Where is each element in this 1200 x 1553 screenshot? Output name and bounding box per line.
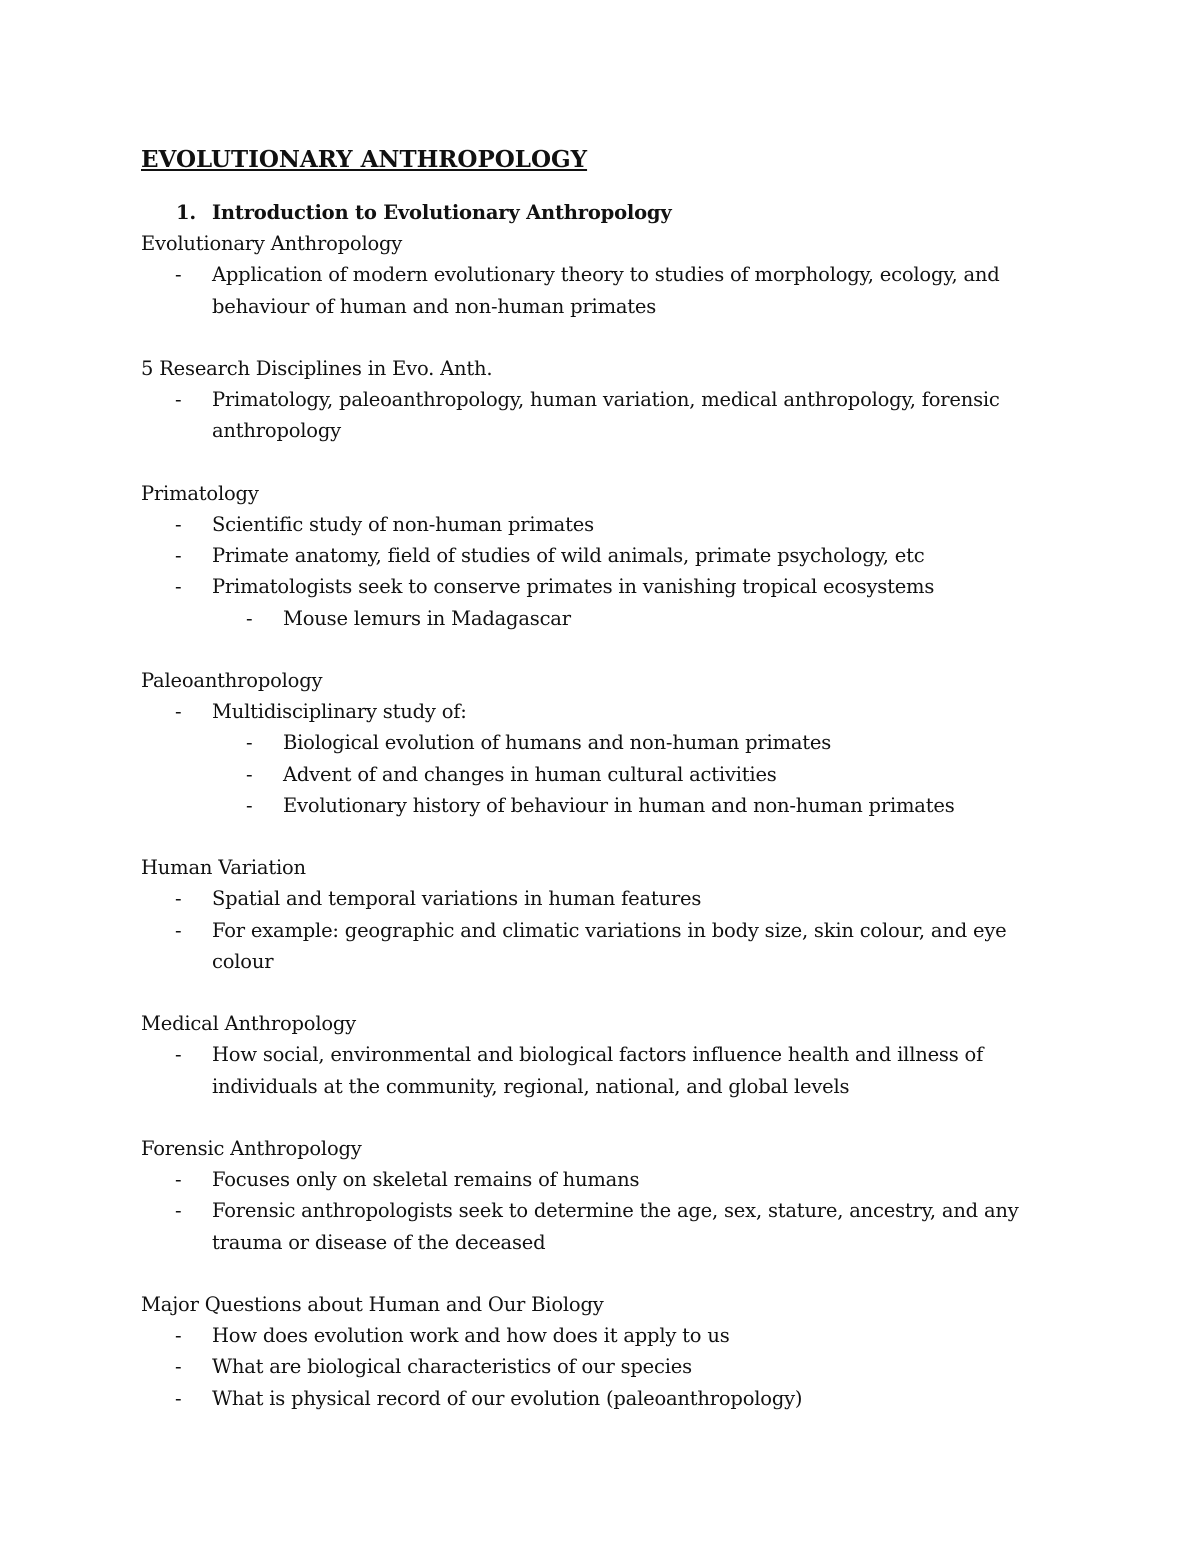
section-title: Introduction to Evolutionary Anthropology xyxy=(212,201,672,224)
bullet-text: Multidisciplinary study of: xyxy=(212,700,467,724)
dash-bullet-marker: - xyxy=(175,575,182,599)
section-subheading: Major Questions about Human and Our Biology xyxy=(141,1293,604,1316)
document-title: EVOLUTIONARY ANTHROPOLOGY xyxy=(141,146,588,173)
bullet-item xyxy=(141,1383,1071,1414)
dash-bullet-marker: - xyxy=(246,793,253,817)
bullet-text: Primatologists seek to conserve primates in vanishing tropical ecosystems xyxy=(212,575,935,599)
document-content xyxy=(141,140,1071,1445)
bullet-text: What is physical record of our evolution (paleoanthropology) xyxy=(212,1386,803,1410)
dash-bullet-marker: - xyxy=(246,606,253,630)
section-number: 1. xyxy=(176,201,196,224)
bullet-item xyxy=(141,1351,1071,1382)
outline-section xyxy=(141,228,1071,322)
bullet-item xyxy=(141,384,1071,446)
bullet-text: Evolutionary history of behaviour in human and non-human primates xyxy=(283,793,955,817)
dash-bullet-marker: - xyxy=(175,700,182,724)
dash-bullet-marker: - xyxy=(175,513,182,536)
outline-section xyxy=(141,1133,1071,1258)
dash-bullet-marker: - xyxy=(175,887,182,911)
outline-section xyxy=(141,1008,1071,1102)
dash-bullet-marker: - xyxy=(175,918,182,942)
bullet-text: Mouse lemurs in Madagascar xyxy=(283,606,571,630)
sub-bullet-item xyxy=(141,603,1071,634)
bullet-text: Advent of and changes in human cultural activities xyxy=(283,762,777,786)
section-subheading: Paleoanthropology xyxy=(141,669,323,692)
sub-bullet-item xyxy=(141,759,1071,790)
section-subheading: 5 Research Disciplines in Evo. Anth. xyxy=(141,357,493,380)
bullet-item xyxy=(141,571,1071,602)
dash-bullet-marker: - xyxy=(175,1168,182,1192)
bullet-text: How does evolution work and how does it apply to us xyxy=(212,1324,730,1348)
bullet-item xyxy=(141,1320,1071,1351)
bullet-item xyxy=(141,1164,1071,1195)
bullet-item xyxy=(141,883,1071,914)
bullet-item xyxy=(141,696,1071,727)
outline-section xyxy=(141,852,1071,977)
bullet-item xyxy=(141,915,1071,977)
dash-bullet-marker: - xyxy=(246,731,253,755)
bullet-text: Primate anatomy, field of studies of wild animals, primate psychology, etc xyxy=(212,544,925,568)
bullet-text: How social, environmental and biological factors influence health and illness of individuals at the community, regional, national, and global levels xyxy=(212,1043,984,1098)
section-subheading: Evolutionary Anthropology xyxy=(141,232,403,256)
section-subheading: Primatology xyxy=(141,481,259,505)
dash-bullet-marker: - xyxy=(175,1324,182,1348)
bullet-text: Scientific study of non-human primates xyxy=(212,513,594,536)
bullet-text: What are biological characteristics of our species xyxy=(212,1355,692,1379)
dash-bullet-marker: - xyxy=(175,1199,182,1223)
dash-bullet-marker: - xyxy=(175,263,182,287)
bullet-text: Biological evolution of humans and non-human primates xyxy=(283,731,832,755)
dash-bullet-marker: - xyxy=(175,544,182,568)
section-blocks xyxy=(141,228,1071,1414)
bullet-text: Forensic anthropologists seek to determine the age, sex, stature, ancestry, and any trauma or disease of the deceased xyxy=(212,1199,1019,1254)
bullet-item xyxy=(141,259,1071,321)
bullet-item xyxy=(141,1195,1071,1257)
bullet-item xyxy=(141,509,1071,540)
bullet-text: Primatology, paleoanthropology, human variation, medical anthropology, forensic anthropology xyxy=(212,388,1000,443)
bullet-text: Focuses only on skeletal remains of humans xyxy=(212,1168,640,1192)
numbered-section-heading xyxy=(141,197,1071,228)
bullet-text: For example: geographic and climatic variations in body size, skin colour, and eye colour xyxy=(212,918,1007,973)
outline-section xyxy=(141,478,1071,634)
sub-bullet-item xyxy=(141,790,1071,821)
bullet-item xyxy=(141,1039,1071,1101)
dash-bullet-marker: - xyxy=(246,762,253,786)
section-subheading: Human Variation xyxy=(141,856,306,880)
bullet-text: Spatial and temporal variations in human features xyxy=(212,887,702,911)
outline-section xyxy=(141,353,1071,447)
outline-section xyxy=(141,665,1071,821)
dash-bullet-marker: - xyxy=(175,1386,182,1410)
bullet-item xyxy=(141,540,1071,571)
dash-bullet-marker: - xyxy=(175,1043,182,1067)
section-subheading: Forensic Anthropology xyxy=(141,1137,362,1160)
dash-bullet-marker: - xyxy=(175,388,182,412)
dash-bullet-marker: - xyxy=(175,1355,182,1379)
sub-bullet-item xyxy=(141,727,1071,758)
section-subheading: Medical Anthropology xyxy=(141,1012,357,1036)
bullet-text: Application of modern evolutionary theory to studies of morphology, ecology, and behaviour of human and non-human primates xyxy=(212,263,1000,318)
outline-section xyxy=(141,1289,1071,1414)
